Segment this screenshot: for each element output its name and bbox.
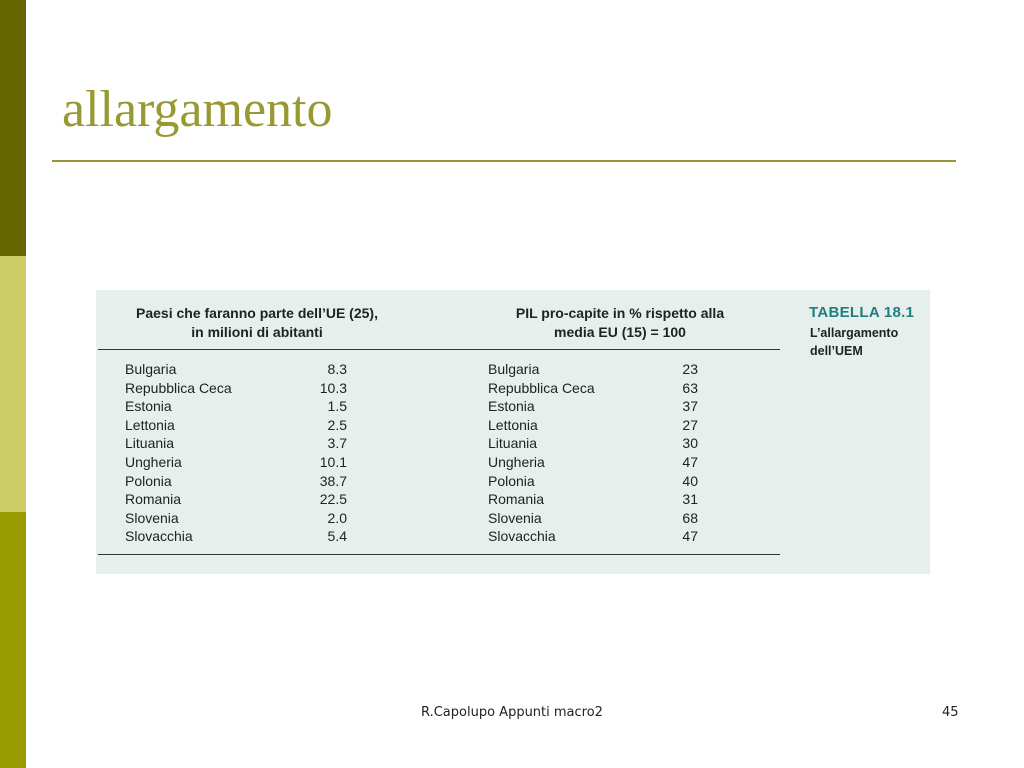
gdp-value: 63: [682, 379, 698, 396]
table-row: [125, 453, 347, 472]
table-caption: L’allargamento dell’UEM: [810, 326, 899, 358]
country-name: Slovacchia: [125, 528, 193, 545]
population-value: 22.5: [319, 491, 347, 508]
table-row: [125, 490, 347, 509]
country-name: Bulgaria: [125, 361, 177, 377]
table-rule-bottom: [98, 554, 780, 555]
country-name: Polonia: [125, 472, 172, 489]
population-value: 3.7: [327, 435, 347, 452]
gdp-value: 30: [682, 435, 698, 452]
country-name: Repubblica Ceca: [488, 379, 595, 396]
table-row: [125, 434, 347, 453]
gdp-value: 47: [682, 453, 698, 470]
country-name: Ungheria: [125, 453, 182, 470]
country-name: Lettonia: [488, 416, 538, 433]
gdp-value: 40: [682, 472, 698, 489]
column1-header-line1: Paesi che faranno parte dell’UE (25),: [136, 305, 378, 321]
table-row: [488, 379, 698, 398]
side-bar-top: [0, 0, 26, 256]
country-name: Slovenia: [488, 509, 542, 526]
population-value: 2.0: [327, 509, 347, 526]
population-value: 10.1: [319, 453, 347, 470]
table-row: [125, 527, 347, 546]
gdp-value: 27: [682, 416, 698, 433]
table-row: [125, 397, 347, 416]
table-row: [488, 453, 698, 472]
table-row: [488, 416, 698, 435]
country-name: Slovenia: [125, 509, 179, 526]
table-number: TABELLA 18.1: [809, 304, 915, 321]
table-row: [488, 397, 698, 416]
country-name: Bulgaria: [488, 361, 540, 377]
table-rule-top: [98, 349, 780, 350]
population-value: 38.7: [319, 472, 347, 489]
population-value: 2.5: [327, 416, 347, 433]
table-row: [488, 509, 698, 528]
table-row: [488, 434, 698, 453]
slide-title: allargamento: [62, 81, 333, 138]
side-bar-middle: [0, 256, 26, 512]
population-value: 1.5: [327, 398, 347, 415]
gdp-value: 47: [682, 528, 698, 545]
table-row: [125, 509, 347, 528]
country-name: Repubblica Ceca: [125, 379, 232, 396]
country-name: Estonia: [125, 398, 172, 415]
country-name: Romania: [125, 491, 182, 508]
column2-header: [460, 304, 780, 342]
population-value: 5.4: [327, 528, 347, 545]
table-row: [125, 472, 347, 491]
title-underline: [52, 160, 956, 162]
country-name: Lituania: [488, 435, 538, 452]
column2-header-line2: media EU (15) = 100: [554, 324, 686, 340]
table-row: [488, 527, 698, 546]
table-row: [125, 360, 347, 379]
country-name: Lituania: [125, 435, 175, 452]
table-row: [488, 360, 698, 379]
table-row: [125, 416, 347, 435]
column1-header-line2: in milioni di abitanti: [191, 324, 323, 340]
country-name: Romania: [488, 491, 545, 508]
column1-header: [96, 304, 418, 342]
table-panel: [96, 290, 930, 574]
gdp-value: 68: [682, 509, 698, 526]
footer-text: R.Capolupo Appunti macro2: [421, 705, 603, 720]
gdp-value: 37: [682, 398, 698, 415]
population-value: 10.3: [319, 379, 347, 396]
table-row: [125, 379, 347, 398]
table-row: [488, 472, 698, 491]
country-name: Estonia: [488, 398, 535, 415]
side-bar-bottom: [0, 512, 26, 768]
page-number: 45: [942, 705, 959, 720]
gdp-value: 31: [682, 491, 698, 508]
country-name: Slovacchia: [488, 528, 556, 545]
country-name: Lettonia: [125, 416, 175, 433]
country-name: Ungheria: [488, 453, 545, 470]
country-name: Polonia: [488, 472, 535, 489]
table-row: [488, 490, 698, 509]
population-value: 8.3: [327, 361, 347, 377]
gdp-list: [488, 360, 698, 546]
gdp-value: 23: [682, 361, 698, 377]
population-list: [125, 360, 347, 546]
column2-header-line1: PIL pro-capite in % rispetto alla: [515, 305, 725, 321]
